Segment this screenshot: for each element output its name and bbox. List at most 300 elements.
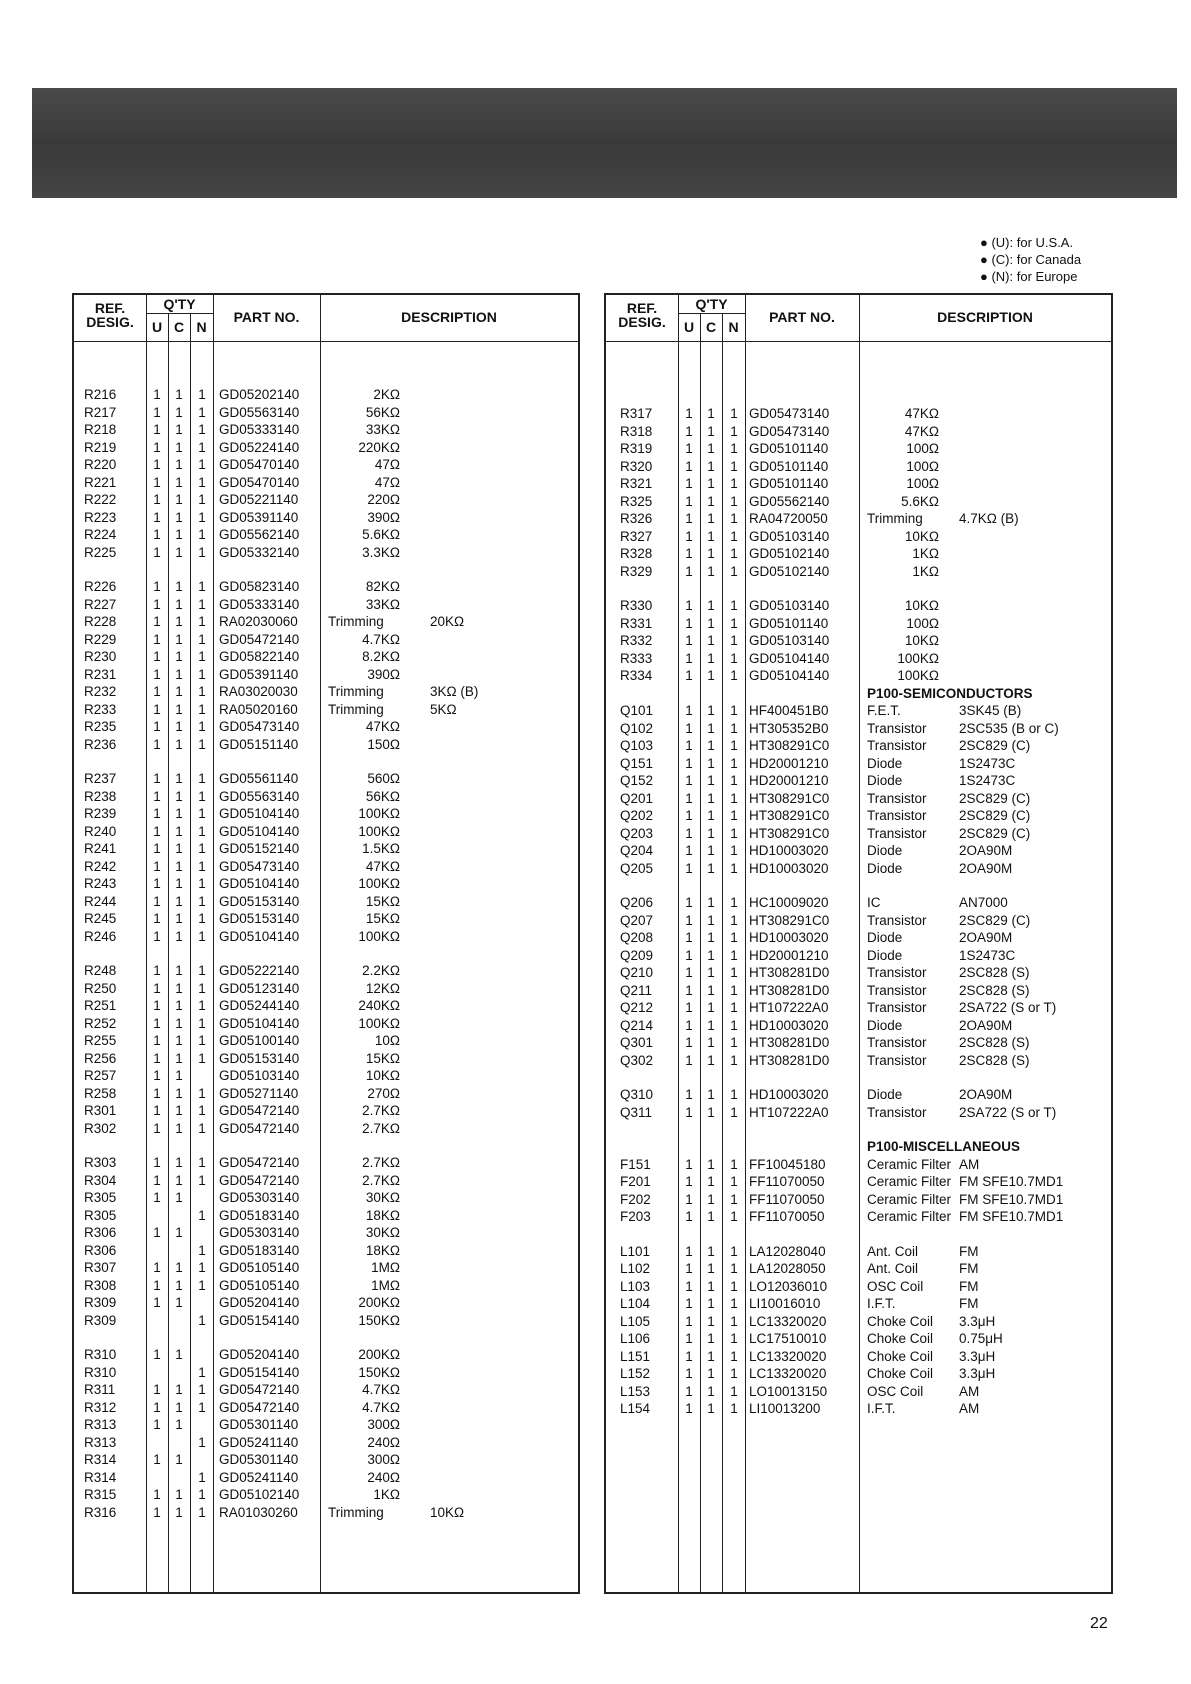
description-spec: FM (959, 1296, 979, 1311)
description-type: IC (867, 895, 881, 910)
part-no: GD05822140 (219, 649, 300, 664)
part-no: HD10003020 (749, 843, 829, 858)
part-no: GD05221140 (219, 492, 299, 507)
ref-desig: R303 (84, 1155, 117, 1170)
qty-n: 1 (198, 1085, 206, 1101)
qty-n: 1 (730, 1401, 738, 1416)
part-no: HD10003020 (749, 1087, 829, 1102)
part-no: GD05204140 (219, 1295, 300, 1310)
table-row (606, 842, 1111, 860)
table-row (74, 910, 578, 928)
qty-n: 1 (730, 1052, 738, 1068)
part-no: HT305352B0 (749, 720, 829, 736)
resistance-value: 150KΩ (358, 1312, 400, 1328)
qty-c: 1 (175, 579, 183, 594)
qty-c: 1 (707, 982, 715, 998)
part-no: GD05473140 (749, 423, 830, 439)
ref-desig: Q202 (620, 808, 654, 823)
table-row (606, 1365, 1111, 1383)
description-type: F.E.T. (867, 703, 901, 718)
legend-canada: ● (C): for Canada (980, 252, 1082, 267)
qty-n: 1 (198, 684, 206, 699)
region-legend (980, 234, 1081, 285)
qty-u: 1 (153, 876, 161, 891)
qty-c: 1 (707, 476, 715, 491)
qty-n: 1 (198, 1015, 206, 1031)
resistance-value: 100Ω (906, 615, 939, 631)
ref-desig: R304 (84, 1172, 117, 1188)
part-no: FF11070050 (749, 1174, 825, 1189)
ref-desig: L153 (620, 1383, 651, 1399)
qty-c: 1 (175, 492, 183, 507)
table-row (606, 1156, 1111, 1174)
part-no: GD05204140 (219, 1347, 300, 1362)
qty-c: 1 (175, 1277, 183, 1293)
ref-desig: R305 (84, 1207, 117, 1223)
qty-u: 1 (153, 1068, 161, 1083)
table-row (606, 405, 1111, 423)
ref-desig: R226 (84, 579, 117, 594)
description-type: Transistor (867, 965, 927, 980)
parts-table-left (72, 293, 580, 1594)
qty-n: 1 (730, 1261, 738, 1276)
table-row (606, 458, 1111, 476)
qty-c: 1 (175, 980, 183, 996)
part-no: GD05303140 (219, 1225, 300, 1240)
table-row (606, 772, 1111, 790)
header-ref-line2: DESIG. (618, 314, 666, 330)
description-type: OSC Coil (867, 1278, 924, 1294)
ref-desig: R316 (84, 1504, 117, 1520)
qty-c: 1 (175, 876, 183, 891)
ref-desig: R240 (84, 823, 117, 839)
qty-c: 1 (707, 511, 715, 526)
qty-n: 1 (198, 1382, 206, 1397)
header-u: U (683, 319, 695, 335)
qty-u: 1 (685, 720, 693, 736)
ref-desig: R245 (84, 911, 117, 926)
ref-desig: Q205 (620, 860, 654, 876)
description-spec: 2SC829 (C) (959, 808, 1031, 823)
qty-u: 1 (153, 439, 161, 455)
description-type: Choke Coil (867, 1348, 934, 1364)
qty-c: 1 (175, 1085, 183, 1101)
part-no: GD05101140 (749, 458, 829, 474)
qty-n: 1 (198, 876, 206, 891)
part-no: GD05104140 (749, 650, 830, 666)
header-ref (606, 301, 678, 329)
description-spec: FM SFE10.7MD1 (959, 1191, 1064, 1207)
description-spec: 2OA90M (959, 860, 1013, 876)
table-row (74, 1067, 578, 1085)
resistance-value: 100Ω (906, 441, 939, 456)
qty-c: 1 (175, 1452, 183, 1467)
qty-n: 1 (730, 668, 738, 683)
table-row (74, 386, 578, 404)
resistance-value: 100Ω (906, 458, 939, 474)
table-row (606, 510, 1111, 528)
qty-c: 1 (707, 790, 715, 806)
qty-u: 1 (153, 422, 161, 437)
table-row (606, 1052, 1111, 1070)
qty-u: 1 (153, 1190, 161, 1205)
qty-c: 1 (707, 1366, 715, 1381)
resistance-value: 300Ω (367, 1417, 400, 1432)
qty-u: 1 (153, 823, 161, 839)
table-row (74, 683, 578, 701)
ref-desig: Q302 (620, 1052, 654, 1068)
header-n: N (196, 319, 207, 335)
qty-n: 1 (198, 1103, 206, 1118)
part-no: HC10009020 (749, 895, 829, 910)
resistance-value: 56KΩ (365, 788, 400, 804)
qty-u: 1 (153, 771, 161, 786)
resistance-value: 200KΩ (358, 1295, 400, 1310)
qty-n: 1 (730, 965, 738, 980)
qty-c: 1 (175, 1417, 183, 1432)
ref-desig: Q211 (620, 982, 653, 998)
qty-n: 1 (198, 1434, 206, 1450)
qty-n: 1 (198, 719, 206, 734)
qty-c: 1 (707, 703, 715, 718)
qty-u: 1 (153, 928, 161, 944)
table-row (606, 1017, 1111, 1035)
qty-c: 1 (175, 736, 183, 752)
qty-c: 1 (175, 1382, 183, 1397)
part-no: GD05472140 (219, 1382, 300, 1397)
resistance-value: 100KΩ (897, 650, 939, 666)
table-row (74, 421, 578, 439)
description-spec: 2OA90M (959, 1087, 1013, 1102)
qty-n: 1 (730, 738, 738, 753)
part-no: GD05154140 (219, 1364, 300, 1380)
part-no: GD05104140 (219, 823, 300, 839)
qty-c: 1 (175, 998, 183, 1013)
qty-n: 1 (730, 1313, 738, 1329)
part-no: GD05562140 (219, 527, 300, 542)
description-type: Trimming (328, 701, 384, 717)
table-row (74, 1015, 578, 1033)
table-row (74, 770, 578, 788)
resistance-value: 220Ω (367, 492, 400, 507)
description-type: Ceramic Filter (867, 1174, 952, 1189)
qty-c: 1 (707, 668, 715, 683)
resistance-value: 100KΩ (358, 876, 400, 891)
resistance-value: 10KΩ (904, 528, 939, 544)
qty-c: 1 (175, 422, 183, 437)
qty-n: 1 (730, 615, 738, 631)
qty-c: 1 (175, 1260, 183, 1275)
qty-u: 1 (685, 1261, 693, 1276)
qty-n: 1 (198, 474, 206, 490)
qty-c: 1 (175, 614, 183, 629)
ref-desig: R219 (84, 439, 117, 455)
ref-desig: R217 (84, 404, 117, 420)
table-row (606, 947, 1111, 965)
table-row (606, 1348, 1111, 1366)
part-no: HT107222A0 (749, 1104, 829, 1120)
qty-u: 1 (685, 755, 693, 771)
ref-desig: R309 (84, 1312, 117, 1328)
qty-c: 1 (707, 633, 715, 648)
qty-u: 1 (153, 893, 161, 909)
qty-n: 1 (198, 1312, 206, 1328)
qty-c: 1 (175, 684, 183, 699)
description-type: Transistor (867, 912, 927, 928)
qty-u: 1 (153, 1120, 161, 1136)
legend-europe: ● (N): for Europe (980, 269, 1078, 284)
qty-u: 1 (685, 458, 693, 474)
qty-c: 1 (707, 947, 715, 963)
description-type: Transistor (867, 1035, 927, 1050)
qty-n: 1 (198, 980, 206, 996)
description-spec: AM (959, 1156, 980, 1172)
qty-u: 1 (685, 912, 693, 928)
ref-desig: Q310 (620, 1087, 654, 1102)
table-row (606, 650, 1111, 668)
ref-desig: Q103 (620, 738, 654, 753)
ref-desig: R330 (620, 598, 653, 613)
resistance-value: 100KΩ (358, 928, 400, 944)
header-qty: Q'TY (695, 296, 728, 312)
qty-c: 1 (707, 1000, 715, 1015)
table-row (606, 597, 1111, 615)
part-no: GD05472140 (219, 1399, 300, 1415)
qty-c: 1 (707, 406, 715, 421)
table-row (606, 1383, 1111, 1401)
resistance-value: 1KΩ (912, 563, 939, 579)
qty-u: 1 (685, 1383, 693, 1399)
description-spec: 2SA722 (S or T) (959, 1000, 1057, 1015)
qty-n: 1 (730, 1243, 738, 1259)
part-no: GD05104140 (219, 876, 300, 891)
part-no: RA02030060 (219, 614, 298, 629)
part-no: GD05153140 (219, 893, 300, 909)
table-row (74, 718, 578, 736)
part-no: HD10003020 (749, 930, 829, 945)
qty-u: 1 (153, 649, 161, 664)
table-body (606, 341, 1111, 1592)
ref-desig: R310 (84, 1347, 117, 1362)
part-no: GD05562140 (749, 493, 830, 509)
ref-desig: R229 (84, 631, 117, 647)
qty-n: 1 (198, 649, 206, 664)
qty-u: 1 (153, 1033, 161, 1048)
table-row (74, 1259, 578, 1277)
ref-desig: R328 (620, 546, 653, 561)
description-spec: 1S2473C (959, 947, 1016, 963)
table-row (74, 858, 578, 876)
resistance-value: 10KΩ (365, 1068, 400, 1083)
table-row (606, 475, 1111, 493)
description-type: Diode (867, 860, 903, 876)
ref-desig: Q201 (620, 790, 654, 806)
description-type: Choke Coil (867, 1331, 934, 1346)
part-no: GD05102140 (219, 1487, 300, 1502)
resistance-value: 12KΩ (365, 980, 400, 996)
resistance-value: 10KΩ (904, 598, 939, 613)
qty-u: 1 (153, 736, 161, 752)
qty-n: 1 (730, 598, 738, 613)
parts-table-right (604, 293, 1113, 1594)
header-u: U (151, 319, 163, 335)
qty-n: 1 (730, 895, 738, 910)
header-ref-line1: REF. (94, 300, 126, 316)
qty-u: 1 (685, 511, 693, 526)
ref-desig: R246 (84, 928, 117, 944)
resistance-value: 100KΩ (358, 1015, 400, 1031)
qty-n: 1 (730, 703, 738, 718)
part-no: GD05244140 (219, 998, 300, 1013)
qty-n: 1 (730, 1348, 738, 1364)
qty-c: 1 (175, 928, 183, 944)
qty-c: 1 (707, 650, 715, 666)
ref-desig: R302 (84, 1120, 117, 1136)
part-no: GD05153140 (219, 1050, 300, 1066)
qty-n: 1 (198, 1050, 206, 1066)
part-no: GD05473140 (749, 406, 830, 421)
qty-c: 1 (707, 720, 715, 736)
table-row (606, 755, 1111, 773)
qty-n: 1 (730, 720, 738, 736)
description-spec: AM (959, 1401, 980, 1416)
part-no: GD05303140 (219, 1190, 300, 1205)
qty-c: 1 (175, 631, 183, 647)
part-no: GD05105140 (219, 1260, 300, 1275)
table-row (606, 528, 1111, 546)
table-row (74, 736, 578, 754)
ref-desig: R310 (84, 1364, 117, 1380)
qty-u: 1 (685, 808, 693, 823)
qty-c: 1 (175, 1295, 183, 1310)
qty-u: 1 (685, 1331, 693, 1346)
ref-desig: R225 (84, 544, 117, 560)
description-spec: 2SC829 (C) (959, 738, 1031, 753)
qty-c: 1 (707, 423, 715, 439)
description-type: Ant. Coil (867, 1243, 919, 1259)
resistance-value: 56KΩ (365, 404, 400, 420)
qty-n: 1 (730, 825, 738, 841)
qty-n: 1 (198, 1504, 206, 1520)
qty-u: 1 (153, 666, 161, 682)
qty-c: 1 (175, 509, 183, 525)
resistance-value: 2KΩ (373, 387, 400, 402)
part-no: GD05472140 (219, 1103, 300, 1118)
resistance-value: 1KΩ (912, 546, 939, 561)
part-no: GD05153140 (219, 911, 300, 926)
qty-u: 1 (685, 930, 693, 945)
qty-c: 1 (175, 1103, 183, 1118)
ref-desig: Q214 (620, 1017, 654, 1033)
description-type: I.F.T. (867, 1401, 896, 1416)
ref-desig: R320 (620, 458, 653, 474)
table-row (606, 423, 1111, 441)
ref-desig: L152 (620, 1366, 651, 1381)
resistance-value: 10KΩ (904, 633, 939, 648)
description-spec: 1S2473C (959, 773, 1016, 788)
resistance-value: 390Ω (367, 666, 400, 682)
qty-n: 1 (730, 458, 738, 474)
qty-c: 1 (707, 825, 715, 841)
qty-u: 1 (153, 457, 161, 472)
qty-c: 1 (175, 858, 183, 874)
table-row (74, 1451, 578, 1469)
part-no: GD05241140 (219, 1469, 299, 1485)
table-row (606, 1400, 1111, 1418)
resistance-value: 240Ω (367, 1469, 400, 1485)
ref-desig: L151 (620, 1348, 651, 1364)
table-row (606, 1278, 1111, 1296)
resistance-value: 18KΩ (365, 1207, 400, 1223)
description-spec: 10KΩ (430, 1504, 465, 1520)
part-no: LO10013150 (749, 1383, 828, 1399)
table-row (606, 440, 1111, 458)
qty-n: 1 (198, 963, 206, 978)
table-row (74, 788, 578, 806)
qty-u: 1 (685, 406, 693, 421)
qty-n: 1 (730, 441, 738, 456)
resistance-value: 33KΩ (365, 596, 400, 612)
resistance-value: 5.6KΩ (901, 493, 939, 509)
table-row (74, 439, 578, 457)
description-spec: 2OA90M (959, 1017, 1013, 1033)
qty-n: 1 (730, 546, 738, 561)
qty-u: 1 (153, 1347, 161, 1362)
description-spec: 3SK45 (B) (959, 703, 1022, 718)
header-c: C (705, 319, 717, 335)
table-row (606, 493, 1111, 511)
qty-u: 1 (685, 1191, 693, 1207)
description-spec: 0.75μH (959, 1331, 1003, 1346)
ref-desig: Q301 (620, 1035, 654, 1050)
ref-desig: L154 (620, 1401, 651, 1416)
qty-c: 1 (175, 1399, 183, 1415)
qty-c: 1 (707, 615, 715, 631)
part-no: GD05222140 (219, 963, 300, 978)
qty-c: 1 (175, 806, 183, 821)
qty-c: 1 (707, 1261, 715, 1276)
table-row (74, 1312, 578, 1330)
table-row (606, 632, 1111, 650)
qty-n: 1 (198, 806, 206, 821)
qty-c: 1 (175, 387, 183, 402)
qty-n: 1 (730, 755, 738, 771)
table-row (606, 1295, 1111, 1313)
description-spec: 3.3μH (959, 1348, 996, 1364)
part-no: GD05101140 (749, 615, 829, 631)
table-row (74, 1364, 578, 1382)
table-row (74, 474, 578, 492)
qty-n: 1 (730, 528, 738, 544)
resistance-value: 150Ω (367, 736, 400, 752)
part-no: GD05472140 (219, 1155, 300, 1170)
part-no: HD10003020 (749, 860, 829, 876)
qty-n: 1 (198, 736, 206, 752)
resistance-value: 3.3KΩ (362, 544, 400, 560)
qty-c: 1 (707, 1243, 715, 1259)
description-type: Transistor (867, 1000, 927, 1015)
part-no: FF11070050 (749, 1191, 825, 1207)
qty-u: 1 (153, 911, 161, 926)
table-row (74, 648, 578, 666)
table-row (606, 737, 1111, 755)
qty-u: 1 (153, 701, 161, 717)
description-spec: 1S2473C (959, 755, 1016, 771)
table-row (606, 1330, 1111, 1348)
resistance-value: 30KΩ (365, 1190, 400, 1205)
table-row (606, 563, 1111, 581)
ref-desig: R306 (84, 1242, 117, 1258)
